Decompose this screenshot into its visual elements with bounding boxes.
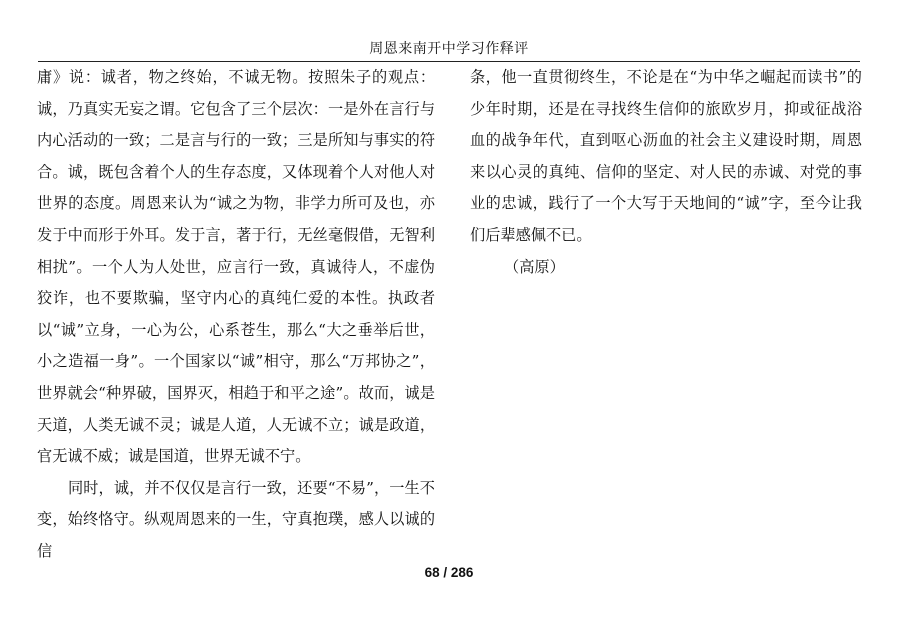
left-paragraph-new: 同时，诚，并不仅仅是言行一致，还要“不易”，一生不变，始终恪守。纵观周恩来的一生，守真抱璞，感人以诚的信 (37, 478, 435, 560)
left-paragraph-continued: 庸》说：诚者，物之终始，不诚无物。按照朱子的观点：诚，乃真实无妄之谓。它包含了三个层次：一是外在言行与内心活动的一致；二是言与行的一致；三是所知与事实的符合。诚，既包含着个人的生存态度，又体现着个人对他人对世界的态度。周恩来认为“诚之为物，非学力所可及也，亦发于中而形于外耳。发于言，著于行，无丝毫假借，无智利相扰”。一个人为人处世，应言行一致，真诚待人，不虚伪狡诈，也不要欺骗，坚守内心的真纯仁爱的本性。执政者以“诚”立身，一心为公，心系苍生，那么“大之垂举后世，小之造福一身”。一个国家以“诚”相守，那么“万邦协之”，世界就会“种界破，国界灭，相趋于和平之途”。故而，诚是天道，人类无诚不灵；诚是人道，人无诚不立；诚是政道，官无诚不威；诚是国道，世界无诚不宁。 (37, 68, 435, 466)
right-text-column (470, 62, 862, 283)
right-paragraph-continued: 条，他一直贯彻终生，不论是在“为中华之崛起而读书”的少年时期，还是在寻找终生信仰的旅欧岁月，抑或征战浴血的战争年代，直到呕心沥血的社会主义建设时期，周恩来以心灵的真纯、信仰的坚定、对人民的赤诚、对党的事业的忠诚，践行了一个大写于天地间的“诚”字，至今让我们后辈感佩不已。 (470, 68, 862, 244)
author-attribution: （高原） (504, 257, 565, 276)
page-number: 68 / 286 (424, 565, 474, 580)
left-text-column (37, 62, 435, 568)
running-header-title: 周恩来南开中学习作释评 (369, 41, 529, 57)
